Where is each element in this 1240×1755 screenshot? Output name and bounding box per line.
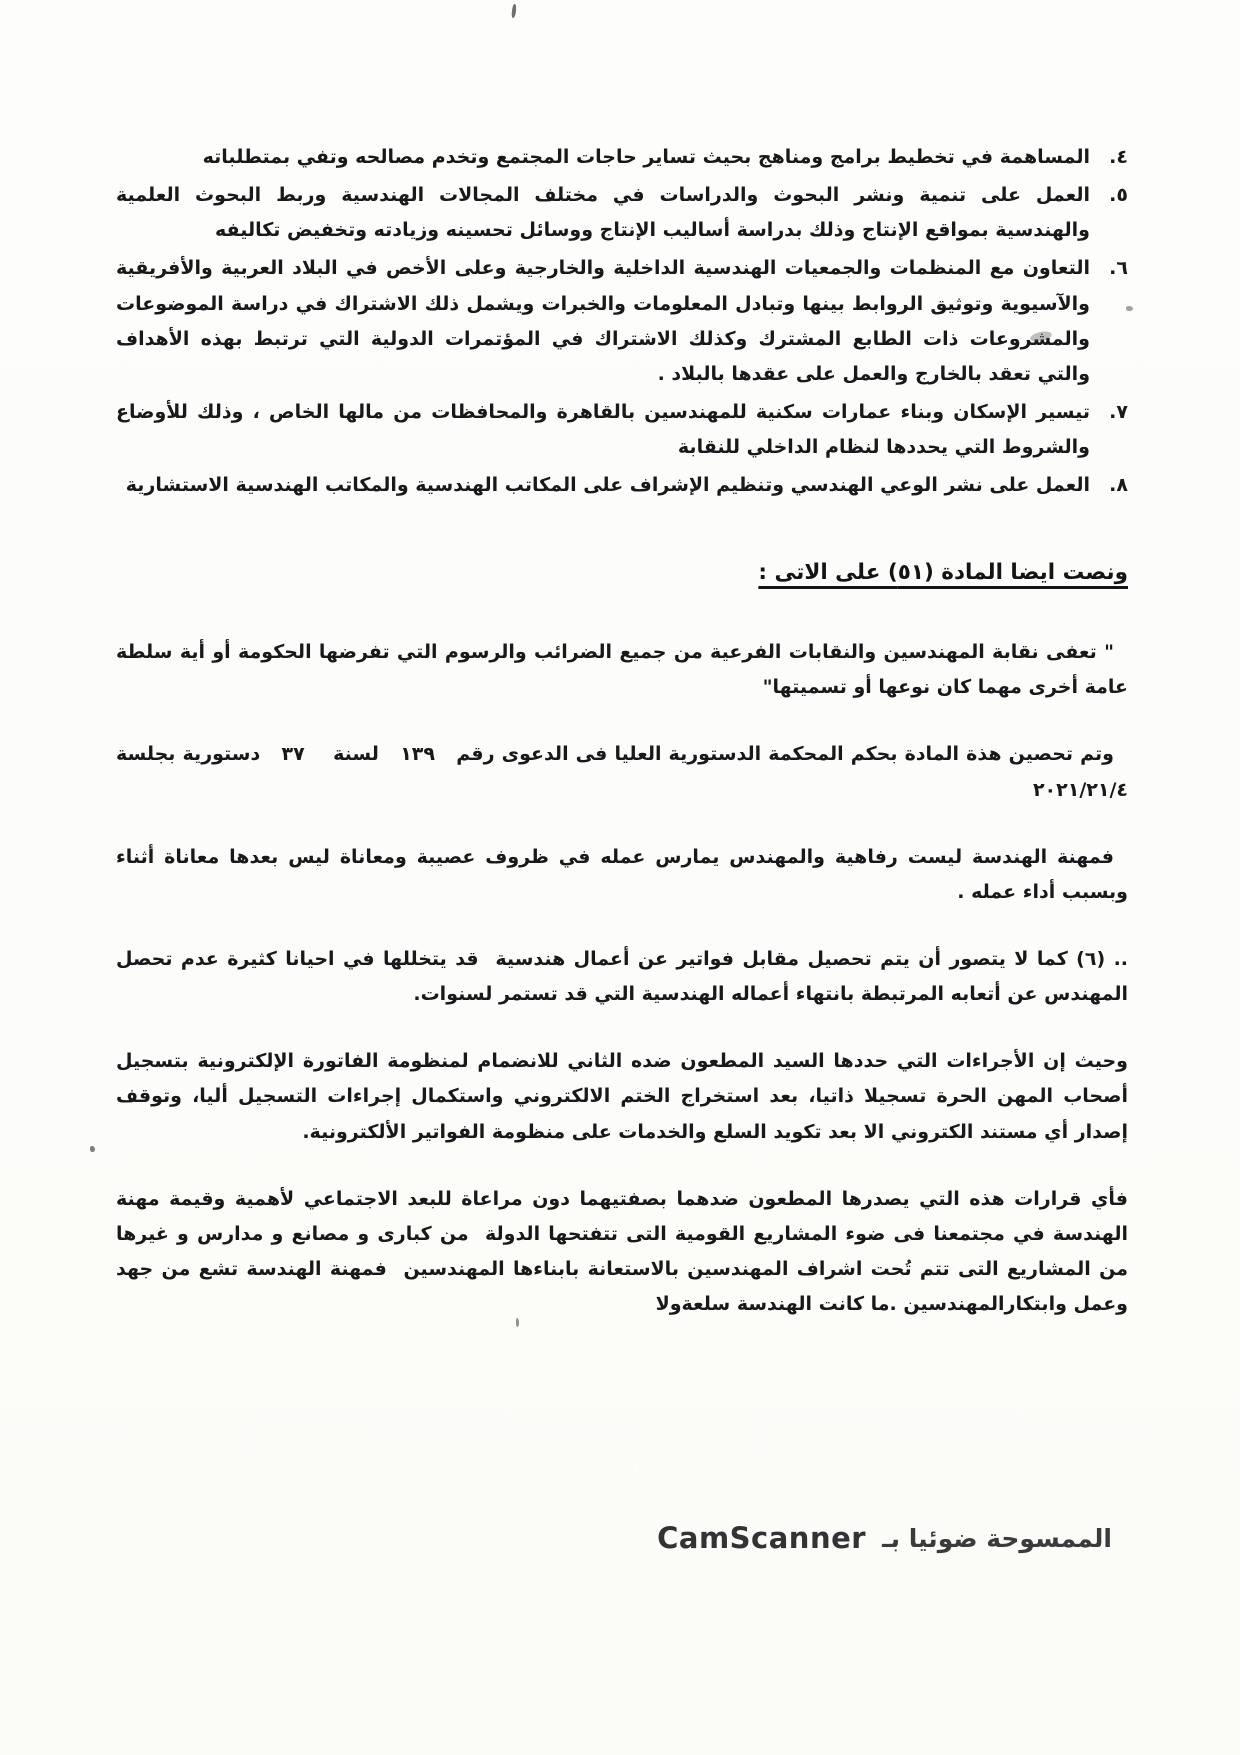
scan-speck [1126,306,1133,311]
list-item-number: ٨. [1109,474,1128,497]
list-item-text: المساهمة في تخطيط برامج ومناهج بحيث تساير حاجات المجتمع وتخدم مصالحه وتفي بمتطلباته [202,146,1090,168]
paragraph-constitutional-ruling: وتم تحصين هذة المادة بحكم المحكمة الدستورية العليا فى الدعوى رقم ١٣٩ لسنة ٣٧ دستورية بجلسة ٢٠٢١/٢١/٤ [116,743,1128,801]
paragraph-tax-exemption-quote: " تعفى نقابة المهندسين والنقابات الفرعية من جميع الضرائب والرسوم التي تفرضها الحكومة أو أية سلطة عامة أخرى مهما كان نوعها أو تسميتها" [116,641,1128,699]
camscanner-brand: CamScanner [657,1521,867,1555]
list-item-number: ٦. [1109,257,1128,280]
scan-speck [516,1318,519,1327]
scan-speck [90,1146,95,1152]
list-item-text: التعاون مع المنظمات والجمعيات الهندسية الداخلية والخارجية وعلى الأخص في البلاد العربية والأفريقية والآسيوية وتوثيق الروابط بينها وتبادل المعلومات والخبرات ويشمل ذلك الاشتراك في دراسة الموضوعات والمشروعات ذات الطابع المشترك وكذلك الاشتراك في المؤتمرات الدولية التي ترتبط بهذه الأهداف والتي تعقد بالخارج والعمل على عقدها بالبلاد . [116,257,1090,385]
list-item [116,468,1128,503]
list-item [116,140,1128,175]
paragraph-decisions-social-dimension: فأي قرارات هذه التي يصدرها المطعون ضدهما بصفتيهما دون مراعاة للبعد الاجتماعي لأهمية وقيمة مهنة الهندسة في مجتمعنا فى ضوء المشاريع القومية التى تتفتحها الدولة من كبارى و مصانع و مدارس و غيرها من المشاريع التى تتم تُحت اشراف المهندسين بالاستعانة بابناءها المهندسين فمهنة الهندسة تشع من جهد وعمل وابتكارالمهندسين .ما كانت الهندسة سلعةولا [116,1187,1128,1316]
scan-speck [511,4,517,18]
list-item-number: ٤. [1109,146,1128,168]
camscanner-watermark [657,1521,1112,1555]
list-item [116,395,1128,465]
list-item-number: ٥. [1109,184,1128,207]
list-item-number: ٧. [1109,400,1128,423]
list-item-text: العمل على نشر الوعي الهندسي وتنظيم الإشراف على المكاتب الهندسية والمكاتب الهندسية الاستشارية [125,474,1090,497]
document-body [116,140,1128,1354]
scanned-with-label: الممسوحة ضوئيا بـ [882,1523,1112,1553]
paragraph-einvoice-procedures: وحيث إن الأجراءات التي حددها السيد المطعون ضده الثاني للانضمام لمنظومة الفاتورة الإلكترونية بتسجيل أصحاب المهن الحرة تسجيلا ذاتيا، بعد استخراج الختم الالكتروني واستكمال إجراءات التسجيل أليا، وتوقف إصدار أي مستند الكتروني الا بعد تكويد السلع والخدمات على منظومة الفواتير الألكترونية. [116,1050,1128,1143]
list-item-text: تيسير الإسكان وبناء عمارات سكنية للمهندسين بالقاهرة والمحافظات من مالها الخاص ، وذلك للأوضاع والشروط التي يحددها لنظام الداخلي للنقابة [116,400,1090,459]
article-51-heading: ونصت ايضا المادة (٥١) على الاتى : [758,560,1128,586]
list-item [116,178,1128,248]
objectives-numbered-list [116,140,1128,503]
paragraph-invoices-collection: .. (٦) كما لا يتصور أن يتم تحصيل مقابل فواتير عن أعمال هندسية قد يتخللها في احيانا كثيرة عدم تحصل المهندس عن أتعابه المرتبطة بانتهاء أعماله الهندسية التي قد تستمر لسنوات. [116,948,1129,1006]
list-item [116,251,1128,392]
list-item-text: العمل على تنمية ونشر البحوث والدراسات في مختلف المجالات الهندسية وربط البحوث العلمية والهندسية بمواقع الإنتاج وذلك بدراسة أساليب الإنتاج ووسائل تحسينه وزيادته وتخفيض تكاليفه [116,184,1090,242]
paragraph-profession-hardship: فمهنة الهندسة ليست رفاهية والمهندس يمارس عمله في ظروف عصيبة ومعاناة ليس بعدها معاناة أثناء وبسبب أداء عمله . [116,845,1128,903]
